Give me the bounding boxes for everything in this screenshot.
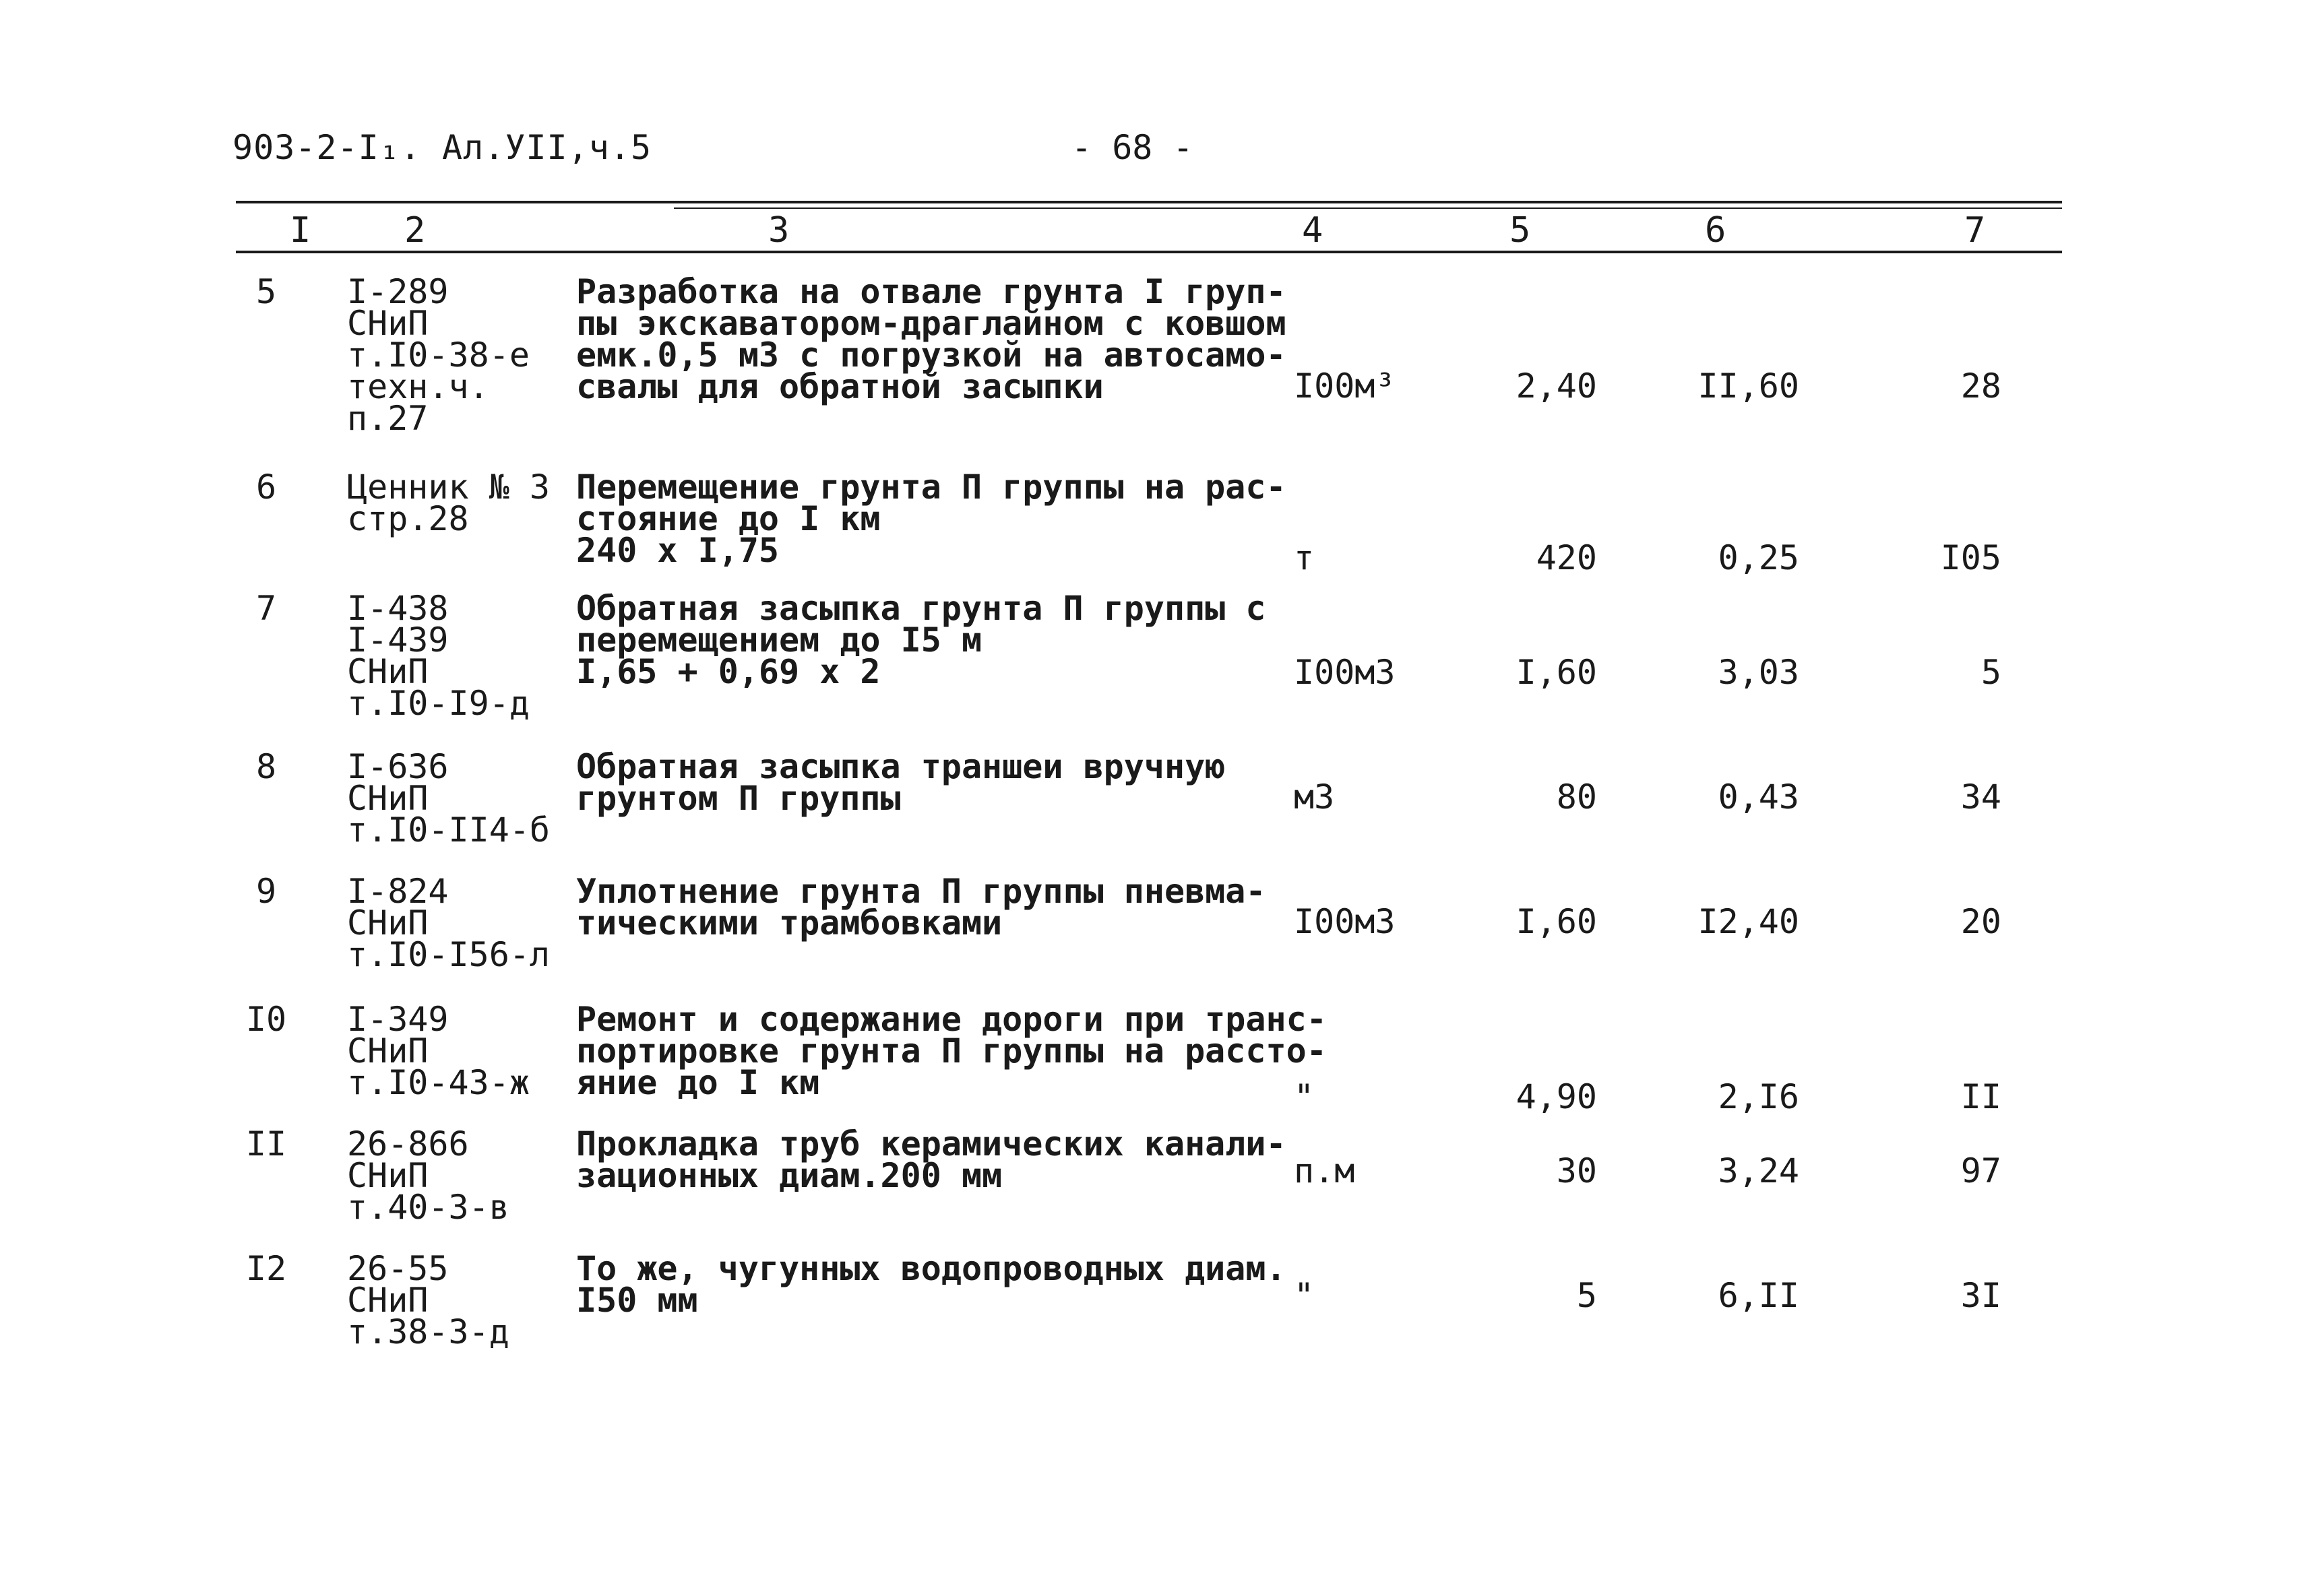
work-description-line: емк.0,5 м3 с погрузкой на автосамо-	[576, 336, 1286, 375]
unit: I00м3	[1294, 902, 1396, 941]
work-description	[576, 468, 1286, 570]
unit-price: 0,43	[1718, 777, 1799, 817]
norm-reference-line: т.I0-38-е	[347, 336, 530, 375]
work-description	[576, 872, 1277, 943]
norm-reference	[347, 468, 569, 538]
work-description-line: перемещением до I5 м	[576, 620, 982, 660]
quantity: 2,40	[1516, 366, 1597, 406]
column-number-5: 5	[1509, 210, 1531, 251]
quantity: 5	[1576, 1276, 1597, 1315]
total-cost: 97	[1960, 1151, 2001, 1190]
norm-reference-line: I-824	[347, 872, 449, 911]
work-description-line: тическими трамбовками	[576, 903, 1003, 943]
norm-reference-line: стр.28	[347, 499, 469, 538]
norm-reference-line: СНиП	[347, 903, 429, 943]
row-number: 8	[255, 747, 277, 786]
quantity: 4,90	[1516, 1077, 1597, 1116]
work-description-line: стояние до I км	[576, 499, 881, 538]
work-description-line: I50 мм	[576, 1281, 698, 1320]
norm-reference	[347, 1000, 569, 1102]
norm-reference-line: 26-866	[347, 1124, 469, 1163]
row-number: 6	[255, 468, 277, 507]
work-description-line: I,65 + 0,69 x 2	[576, 652, 881, 691]
norm-reference	[347, 272, 569, 438]
norm-reference-line: СНиП	[347, 779, 429, 818]
norm-reference-line: т.I0-43-ж	[347, 1063, 530, 1102]
norm-reference-line: I-438	[347, 589, 449, 628]
unit: п.м	[1294, 1151, 1355, 1190]
work-description	[576, 1249, 1286, 1320]
work-description-line: Прокладка труб керамических канали-	[576, 1124, 1286, 1163]
row-number: 7	[255, 589, 277, 628]
norm-reference	[347, 872, 569, 974]
column-number-2: 2	[404, 210, 426, 251]
work-description-line: Разработка на отвале грунта I груп-	[576, 272, 1286, 311]
total-cost: 3I	[1960, 1276, 2001, 1315]
unit-price: 3,24	[1718, 1151, 1799, 1190]
unit-price: 3,03	[1718, 653, 1799, 692]
row-number: 5	[255, 272, 277, 311]
column-number-1: I	[290, 210, 311, 251]
quantity: I,60	[1516, 902, 1597, 941]
unit: м3	[1294, 777, 1335, 817]
work-description-line: Обратная засыпка грунта П группы с	[576, 589, 1266, 628]
norm-reference-line: Ценник № 3	[347, 468, 551, 507]
work-description-line: свалы для обратной засыпки	[576, 367, 1104, 406]
norm-reference-line: т.I0-I9-д	[347, 684, 530, 723]
row-number: I2	[245, 1249, 287, 1288]
norm-reference	[347, 589, 569, 723]
quantity: 30	[1556, 1151, 1597, 1190]
table-top-rule-secondary	[674, 208, 2062, 209]
norm-reference-line: I-636	[347, 747, 449, 786]
total-cost: 5	[1980, 653, 2001, 692]
norm-reference-line: СНиП	[347, 1031, 429, 1071]
unit: I00м³	[1294, 366, 1396, 406]
unit-price: I2,40	[1697, 902, 1799, 941]
norm-reference-line: I-289	[347, 272, 449, 311]
norm-reference	[347, 1124, 569, 1227]
unit: т	[1294, 538, 1315, 577]
norm-reference-line: 26-55	[347, 1249, 449, 1288]
work-description-line: зационных диам.200 мм	[576, 1156, 1003, 1195]
norm-reference-line: п.27	[347, 399, 429, 438]
norm-reference-line: СНиП	[347, 1281, 429, 1320]
work-description-line: грунтом П группы	[576, 779, 901, 818]
norm-reference-line: т.I0-I56-л	[347, 935, 551, 974]
quantity: 80	[1556, 777, 1597, 817]
unit: "	[1294, 1077, 1315, 1116]
work-description-line: портировке грунта П группы на рассто-	[576, 1031, 1327, 1071]
column-number-4: 4	[1302, 210, 1323, 251]
total-cost: 28	[1960, 366, 2001, 406]
table-top-rule	[236, 201, 2062, 203]
work-description-line: Перемещение грунта П группы на рас-	[576, 468, 1286, 507]
quantity: 420	[1536, 538, 1597, 577]
page-number: - 68 -	[1071, 128, 1193, 167]
unit-price: II,60	[1697, 366, 1799, 406]
row-number: 9	[255, 872, 277, 911]
norm-reference-line: I-439	[347, 620, 449, 660]
work-description-line: То же, чугунных водопроводных диам.	[576, 1249, 1286, 1288]
norm-reference-line: т.40-3-в	[347, 1188, 509, 1227]
work-description-line: 240 x I,75	[576, 531, 780, 570]
work-description	[576, 747, 1277, 818]
work-description-line: яние до I км	[576, 1063, 820, 1102]
total-cost: 20	[1960, 902, 2001, 941]
norm-reference-line: СНиП	[347, 1156, 429, 1195]
norm-reference	[347, 747, 569, 850]
unit: "	[1294, 1276, 1315, 1315]
work-description-line: Уплотнение грунта П группы пневма-	[576, 872, 1266, 911]
norm-reference-line: I-349	[347, 1000, 449, 1039]
work-description	[576, 1000, 1327, 1102]
norm-reference-line: техн.ч.	[347, 367, 489, 406]
unit-price: 2,I6	[1718, 1077, 1799, 1116]
norm-reference-line: СНиП	[347, 304, 429, 343]
norm-reference-line: СНиП	[347, 652, 429, 691]
row-number: II	[245, 1124, 287, 1163]
document-code: 903-2-I₁. Ал.УII,ч.5	[232, 128, 652, 167]
total-cost: 34	[1960, 777, 2001, 817]
unit-price: 0,25	[1718, 538, 1799, 577]
total-cost: I05	[1940, 538, 2001, 577]
table-header-rule	[236, 251, 2062, 253]
norm-reference	[347, 1249, 569, 1351]
work-description-line: Обратная засыпка траншеи вручную	[576, 747, 1226, 786]
norm-reference-line: т.38-3-д	[347, 1312, 509, 1351]
work-description-line: Ремонт и содержание дороги при транс-	[576, 1000, 1327, 1039]
work-description	[576, 1124, 1286, 1195]
row-number: I0	[245, 1000, 287, 1039]
unit: I00м3	[1294, 653, 1396, 692]
column-number-6: 6	[1705, 210, 1726, 251]
norm-reference-line: т.I0-II4-б	[347, 810, 551, 850]
column-number-3: 3	[768, 210, 790, 251]
work-description-line: пы экскаватором-драглайном с ковшом	[576, 304, 1286, 343]
total-cost: II	[1960, 1077, 2001, 1116]
column-number-7: 7	[1964, 210, 1986, 251]
unit-price: 6,II	[1718, 1276, 1799, 1315]
quantity: I,60	[1516, 653, 1597, 692]
work-description	[576, 589, 1277, 691]
work-description	[576, 272, 1286, 406]
